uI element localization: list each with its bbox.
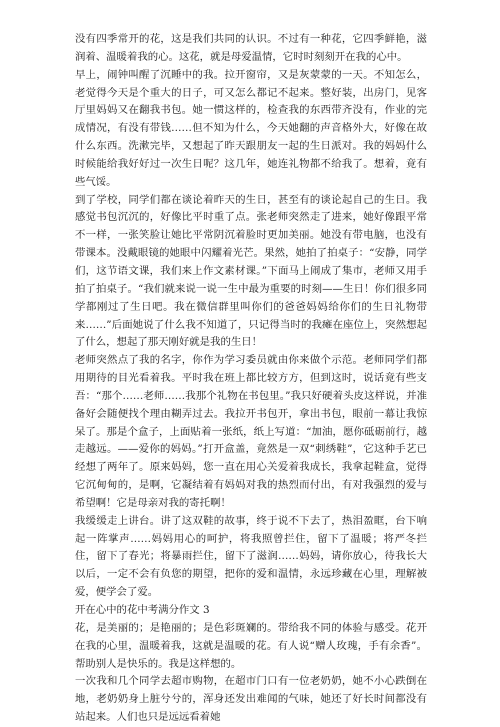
document-page [75,31,427,727]
paragraph-intro: 没有四季常开的花，这是我们共同的认识。不过有一种花，它四季鲜艳，滋润着、温暖着我的心。这花，就是母爱温情，它时时刻刻开在我的心中。 [75,33,427,63]
paragraph-supermarket: 一次我和几个同学去超市购物，在超市门口有一位老奶奶，她不小心跌倒在地，老奶奶身上脏兮兮的，浑身还发出难闻的气味，她还了好长时间都没有站起来。人们也只是远远看着她 [75,675,427,724]
paragraph-school: 到了学校，同学们都在谈论着昨天的生日，甚至有的谈论起自己的生日。我感觉书包沉沉的，好像比平时重了点。张老师突然走了进来，她好像跟平常不一样，一张笑脸让她比平常阴沉着脸时更加美丽。她没有带电脑，也没有带课本。没戴眼镜的她眼中闪耀着光芒。果然，她拍了拍桌子：“安静，同学们，这节语文课，我们来上作文素材课。”下面马上闹成了集市，老师又用手拍了拍桌子。“我们就来说一说一生中最为重要的时刻——生日！你们很多同学都刚过了生日吧。我在微信群里叫你们的爸爸妈妈给你们的生日礼物带来……”后面她说了什么我不知道了，只记得当时的我瘫在座位上，突然想起了什么，想起了那天刚好就是我的生日！ [75,193,427,349]
essay-heading: 开在心中的花中考满分作文 3 [75,604,210,616]
paragraph-ending: 我缓缓走上讲台。讲了这双鞋的故事，终于说不下去了，热泪盈眶，台下响起一阵掌声……妈妈用心的呵护，将我照曾拦住，留下了温暖；将严冬拦住，留下了春光；将暴雨拦住，留下了滋润……妈妈，请你放心，待我长大以后，一定不会有负您的期望，把你的爱和温情，永远珍藏在心里，理解被爱，便学会了爱。 [75,514,427,599]
paragraph-flower: 花，是美丽的；是艳丽的；是色彩斑斓的。带给我不同的体验与感受。花开在我的心里，温暖着我，这就是温暖的花。有人说“赠人玫瑰，手有余香”。帮助别人是快乐的。我是这样想的。 [75,621,427,670]
paragraph-morning: 早上，闹钟叫醒了沉睡中的我。拉开窗帘，又是灰蒙蒙的一天。不知怎么，老觉得今天是个重大的日子，可又怎么都记不起来。整好装，出房门，见客厅里妈妈又在翻我书包。她一惯这样的，检查我的东西带齐没有，作业的完成情况，有没有带钱……但不知为什么，今天她翻的声音格外大，好像在故什么东西。洗漱完毕，又想起了昨天跟朋友一起的生日派对。我的妈妈什么时候能给我好好过一次生日呢？这几年，她连礼物都不给我了。想着，竟有些气馁。 [75,68,427,188]
paragraph-gift: 老师突然点了我的名字，你作为学习委员就由你来做个示范。老师同学们都用期待的目光看着我。平时我在班上都比较方方，但到这时，说话竟有些支吾：“那个……老师……我那个礼物在书包里。”我只好硬着头皮这样说，并准备好会随便找个理由糊弄过去。我拉开书包开，拿出书包，眼前一幕让我惊呆了。那是个盒子，上面贴着一张纸，纸上写道：“加油，愿你砥砺前行，越走越远。——爱你的妈妈。”打开盒盖，竟然是一双“刺绣鞋”，它这种手艺已经想了两年了。原来妈妈，您一直在用心关爱着我成长，我拿起鞋盒，觉得它沉甸甸的，是啊，它凝结着有妈妈对我的热烈而付出，有对我强烈的爱与希望啊！它是母亲对我的寄托啊！ [75,354,427,509]
